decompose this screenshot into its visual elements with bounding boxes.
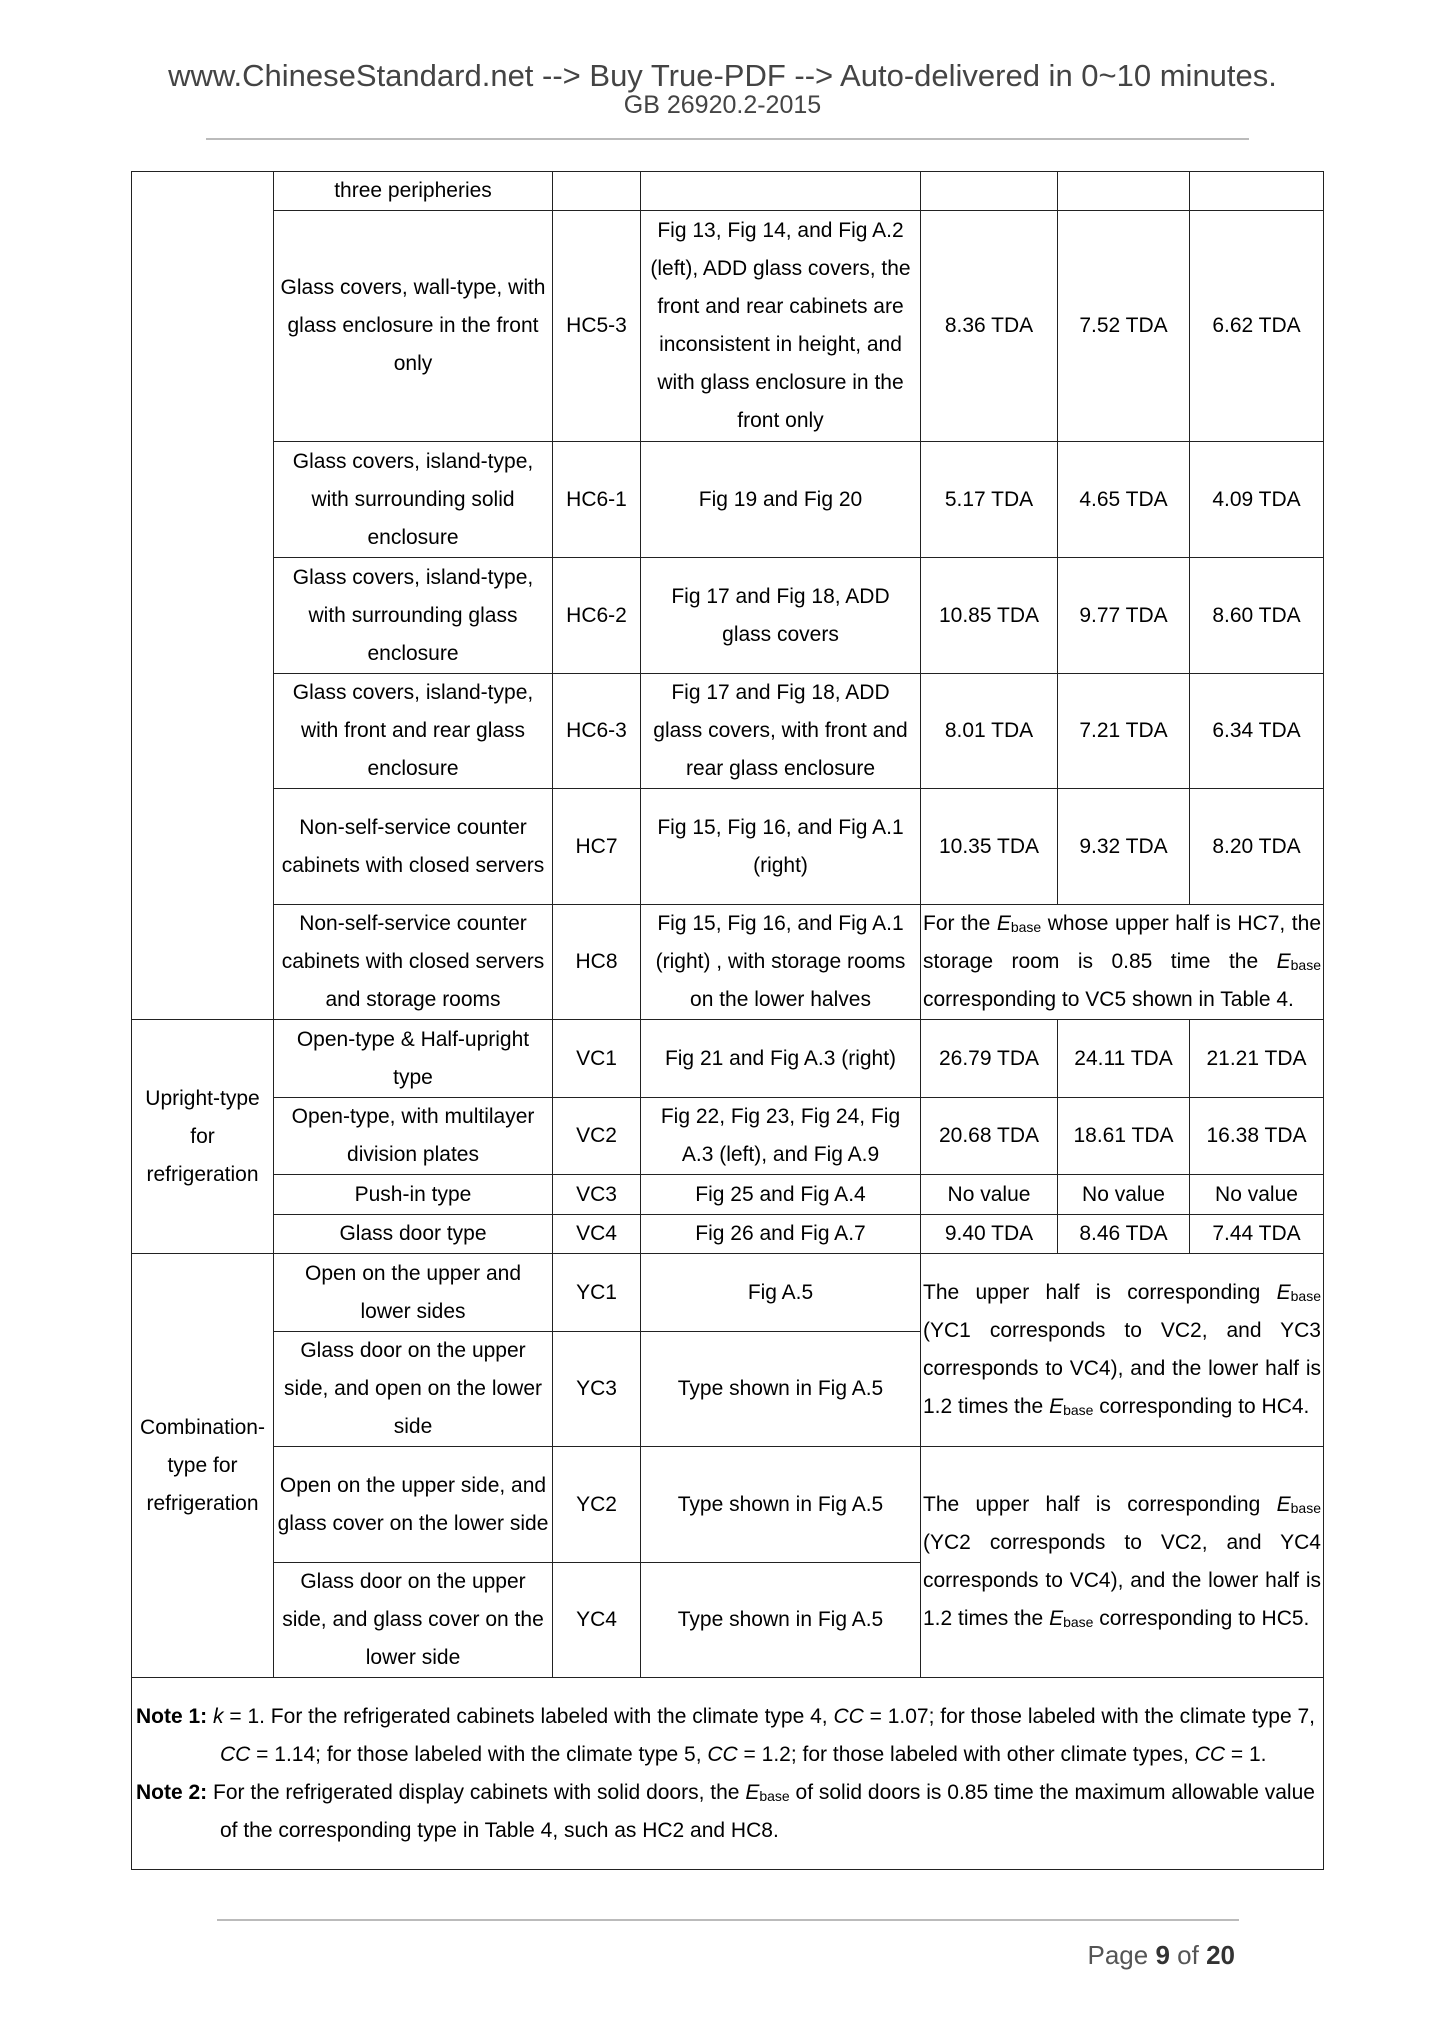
type-code [553, 172, 641, 211]
type-code: YC3 [553, 1332, 641, 1447]
table-row [132, 1215, 1324, 1254]
e-symbol: E [1276, 1493, 1291, 1516]
table-row [132, 1175, 1324, 1215]
type-description: Open on the upper and lower sides [274, 1254, 553, 1332]
type-code: YC2 [553, 1447, 641, 1563]
max-energy-value: 7.52 TDA [1058, 211, 1190, 442]
e-symbol: E [1049, 1607, 1064, 1630]
banner: www.ChineseStandard.net --> Buy True-PDF --> Auto-delivered in 0~10 minutes. [168, 58, 1277, 93]
page-number: Page 9 of 20 [1087, 1940, 1235, 1970]
table-row [132, 1098, 1324, 1175]
e-symbol: E [1049, 1395, 1064, 1418]
type-description: Glass covers, wall-type, with glass enclosure in the front only [274, 211, 553, 442]
type-description: Push-in type [274, 1175, 553, 1215]
type-code: VC4 [553, 1215, 641, 1254]
figure-reference: Fig 21 and Fig A.3 (right) [641, 1020, 921, 1098]
e-symbol: E [745, 1780, 760, 1804]
figure-reference: Fig 26 and Fig A.7 [641, 1215, 921, 1254]
type-description: three peripheries [274, 172, 553, 211]
figure-reference: Fig 19 and Fig 20 [641, 442, 921, 558]
max-energy-value: 21.21 TDA [1190, 1020, 1324, 1098]
type-description: Non-self-service counter cabinets with closed servers [274, 789, 553, 905]
max-energy-value: 7.44 TDA [1190, 1215, 1324, 1254]
table-row [132, 1020, 1324, 1098]
figure-reference: Fig 25 and Fig A.4 [641, 1175, 921, 1215]
type-description: Glass covers, island-type, with surrounding glass enclosure [274, 558, 553, 674]
max-energy-value [921, 172, 1058, 211]
type-description: Glass door type [274, 1215, 553, 1254]
table-row [132, 1447, 1324, 1563]
figure-reference: Fig A.5 [641, 1254, 921, 1332]
type-code: HC8 [553, 905, 641, 1020]
type-code: HC6-1 [553, 442, 641, 558]
type-code: HC5-3 [553, 211, 641, 442]
standard-number: GB 26920.2-2015 [623, 91, 822, 119]
max-energy-value: 16.38 TDA [1190, 1098, 1324, 1175]
type-code: VC2 [553, 1098, 641, 1175]
type-description: Open on the upper side, and glass cover on the lower side [274, 1447, 553, 1563]
max-energy-value: 9.77 TDA [1058, 558, 1190, 674]
e-symbol: E [1276, 1281, 1291, 1304]
combination-note: The upper half is corresponding $E_{base}$ (YC1 corresponds to VC2, and YC3 corresponds to VC4), and the lower half is 1.2 times the $E_{base}$ corresponding to HC4. [921, 1254, 1324, 1447]
max-energy-value: 8.01 TDA [921, 674, 1058, 789]
footer-divider [217, 1919, 1239, 1921]
max-energy-value: 8.46 TDA [1058, 1215, 1190, 1254]
type-code: VC3 [553, 1175, 641, 1215]
max-energy-value: 4.09 TDA [1190, 442, 1324, 558]
max-energy-value: 20.68 TDA [921, 1098, 1058, 1175]
merged-note: For the $E_{base}$ whose upper half is HC7, the storage room is 0.85 time the $E_{base}$ corresponding to VC5 shown in Table 4. [921, 905, 1324, 1020]
figure-reference: Type shown in Fig A.5 [641, 1563, 921, 1678]
table-row [132, 558, 1324, 674]
table-row [132, 1254, 1324, 1332]
max-energy-value: No value [1190, 1175, 1324, 1215]
energy-table [131, 171, 1324, 1870]
note-1: Note 1: k = 1. For the refrigerated cabinets labeled with the climate type 4, CC = 1.07; for those labeled with the climate type 7, CC = 1.14; for those labeled with the climate type 5, CC = 1.2; for those labeled with other climate types, CC = 1. [136, 1704, 1315, 1766]
max-energy-value: 26.79 TDA [921, 1020, 1058, 1098]
max-energy-value [1190, 172, 1324, 211]
figure-reference: Fig 15, Fig 16, and Fig A.1 (right) , with storage rooms on the lower halves [641, 905, 921, 1020]
group-cell [132, 172, 274, 1020]
max-energy-value: 7.21 TDA [1058, 674, 1190, 789]
max-energy-value: 4.65 TDA [1058, 442, 1190, 558]
type-description: Glass door on the upper side, and open on the lower side [274, 1332, 553, 1447]
figure-reference: Type shown in Fig A.5 [641, 1332, 921, 1447]
table-row [132, 211, 1324, 442]
type-code: HC7 [553, 789, 641, 905]
type-description: Open-type, with multilayer division plates [274, 1098, 553, 1175]
type-code: HC6-3 [553, 674, 641, 789]
type-code: VC1 [553, 1020, 641, 1098]
figure-reference: Fig 17 and Fig 18, ADD glass covers, with front and rear glass enclosure [641, 674, 921, 789]
max-energy-value: 24.11 TDA [1058, 1020, 1190, 1098]
figure-reference: Fig 15, Fig 16, and Fig A.1 (right) [641, 789, 921, 905]
group-cell: Upright-type for refrigeration [132, 1020, 274, 1254]
type-description: Glass covers, island-type, with surrounding solid enclosure [274, 442, 553, 558]
max-energy-value: 5.17 TDA [921, 442, 1058, 558]
type-description: Glass covers, island-type, with front and rear glass enclosure [274, 674, 553, 789]
figure-reference: Type shown in Fig A.5 [641, 1447, 921, 1563]
figure-reference: Fig 22, Fig 23, Fig 24, Fig A.3 (left), and Fig A.9 [641, 1098, 921, 1175]
max-energy-value: 18.61 TDA [1058, 1098, 1190, 1175]
e-symbol: E [1276, 950, 1291, 973]
max-energy-value: 9.32 TDA [1058, 789, 1190, 905]
max-energy-value: 8.60 TDA [1190, 558, 1324, 674]
type-code: YC1 [553, 1254, 641, 1332]
max-energy-value: 8.20 TDA [1190, 789, 1324, 905]
max-energy-value: 9.40 TDA [921, 1215, 1058, 1254]
group-cell: Combination-type for refrigeration [132, 1254, 274, 1678]
max-energy-value: No value [1058, 1175, 1190, 1215]
max-energy-value: 6.62 TDA [1190, 211, 1324, 442]
figure-reference: Fig 17 and Fig 18, ADD glass covers [641, 558, 921, 674]
e-symbol: E [996, 912, 1011, 935]
max-energy-value: 8.36 TDA [921, 211, 1058, 442]
figure-reference: Fig 13, Fig 14, and Fig A.2 (left), ADD glass covers, the front and rear cabinets are inconsistent in height, and with glass enclosure in the front only [641, 211, 921, 442]
type-description: Glass door on the upper side, and glass cover on the lower side [274, 1563, 553, 1678]
note-2: Note 2: For the refrigerated display cabinets with solid doors, the $E_{base}$ of solid doors is 0.85 time the maximum allowable value of the corresponding type in Table 4, such as HC2 and HC8. [136, 1780, 1315, 1842]
max-energy-value: 10.85 TDA [921, 558, 1058, 674]
type-code: YC4 [553, 1563, 641, 1678]
notes-row [132, 1678, 1324, 1870]
figure-reference [641, 172, 921, 211]
max-energy-value: No value [921, 1175, 1058, 1215]
table-row [132, 905, 1324, 1020]
table-row [132, 674, 1324, 789]
combination-note: The upper half is corresponding $E_{base}$ (YC2 corresponds to VC2, and YC4 corresponds to VC4), and the lower half is 1.2 times the $E_{base}$ corresponding to HC5. [921, 1447, 1324, 1678]
type-description: Non-self-service counter cabinets with closed servers and storage rooms [274, 905, 553, 1020]
type-code: HC6-2 [553, 558, 641, 674]
table-row [132, 789, 1324, 905]
notes [132, 1678, 1324, 1870]
type-description: Open-type & Half-upright type [274, 1020, 553, 1098]
header-divider [206, 138, 1249, 140]
max-energy-value: 10.35 TDA [921, 789, 1058, 905]
max-energy-value [1058, 172, 1190, 211]
max-energy-value: 6.34 TDA [1190, 674, 1324, 789]
table-row [132, 172, 1324, 211]
table-row [132, 442, 1324, 558]
